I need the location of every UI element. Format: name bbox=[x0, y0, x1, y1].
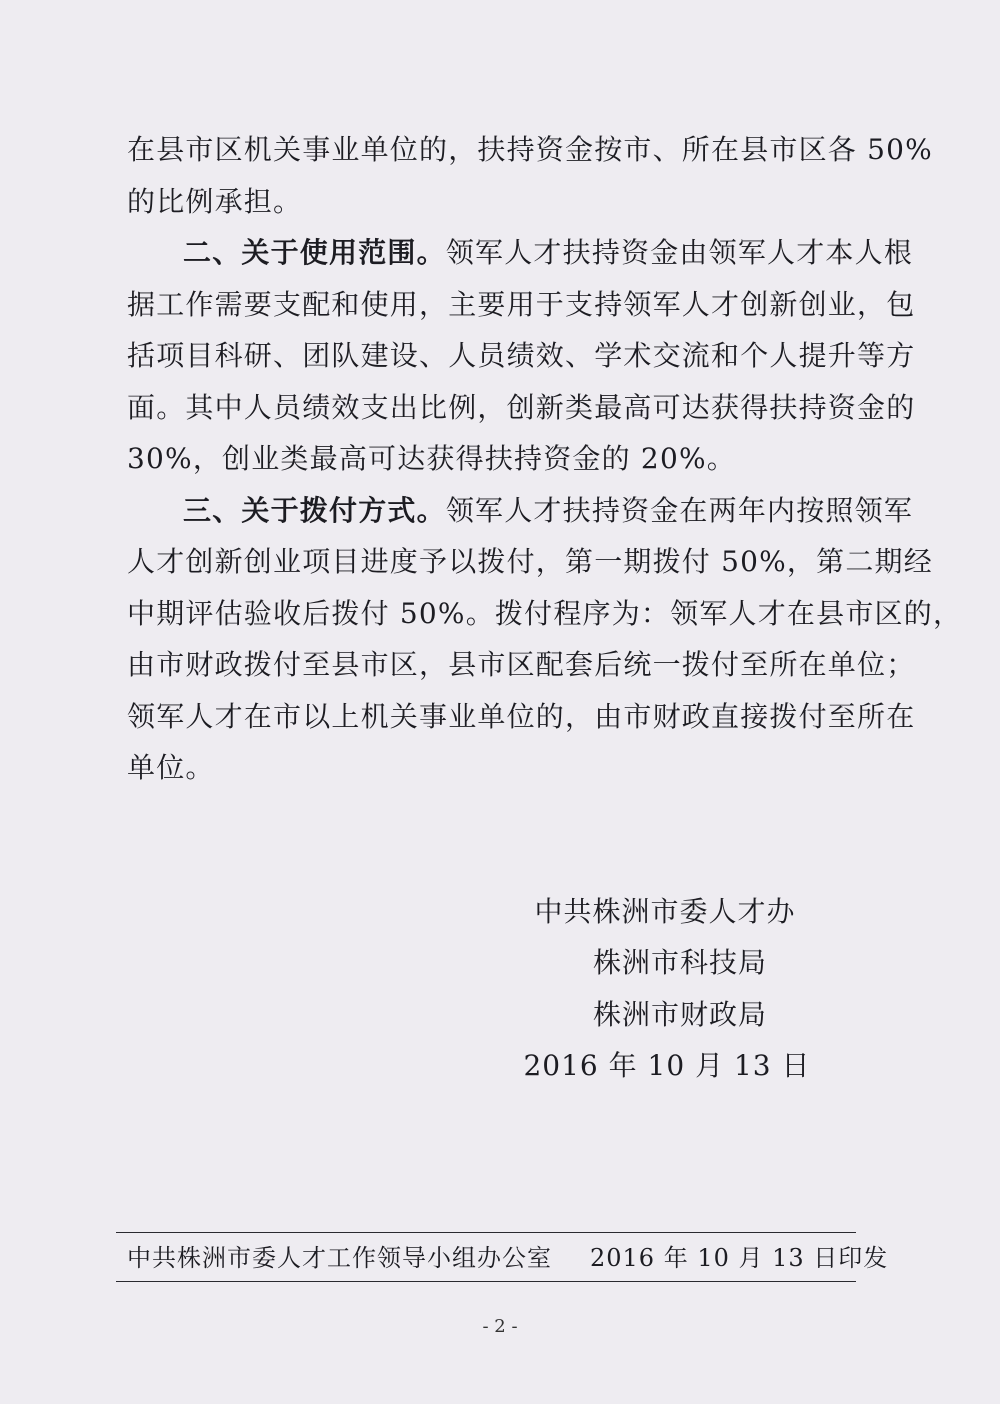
signature-science-bureau: 株洲市科技局 bbox=[592, 946, 767, 979]
signature-date: 2016 年 10 月 13 日 bbox=[523, 1049, 811, 1082]
section-2-first-line bbox=[183, 233, 914, 273]
section-3-line-2: 人才创新创业项目进度予以拨付，第一期拨付 50%，第二期经 bbox=[127, 545, 933, 578]
body-line-1: 在县市区机关事业单位的，扶持资金按市、所在县市区各 50% bbox=[127, 133, 933, 166]
body-line-2: 的比例承担。 bbox=[127, 185, 303, 218]
page-number: - 2 - bbox=[482, 1316, 518, 1337]
section-2-first-text: 领军人才扶持资金由领军人才本人根 bbox=[445, 236, 914, 269]
section-2-heading: 二、关于使用范围。 bbox=[183, 236, 446, 269]
signature-talent-office: 中共株洲市委人才办 bbox=[534, 895, 796, 928]
section-3-line-3: 中期评估验收后拨付 50%。拨付程序为：领军人才在县市区的， bbox=[127, 597, 963, 630]
section-3-line-5: 领军人才在市以上机关事业单位的，由市财政直接拨付至所在 bbox=[127, 700, 916, 733]
section-2-line-3: 括项目科研、团队建设、人员绩效、学术交流和个人提升等方 bbox=[127, 339, 916, 372]
footer-bottom-rule bbox=[116, 1281, 856, 1282]
section-2-line-5: 30%，创业类最高可达获得扶持资金的 20%。 bbox=[127, 442, 736, 475]
section-3-heading: 三、关于拨付方式。 bbox=[183, 494, 446, 527]
footer-top-rule bbox=[116, 1232, 856, 1233]
section-3-line-6: 单位。 bbox=[127, 751, 215, 784]
section-3-line-4: 由市财政拨付至县市区，县市区配套后统一拨付至所在单位； bbox=[127, 648, 916, 681]
section-2-line-2: 据工作需要支配和使用，主要用于支持领军人才创新创业，包 bbox=[127, 288, 916, 321]
section-2-line-4: 面。其中人员绩效支出比例，创新类最高可达获得扶持资金的 bbox=[127, 391, 916, 424]
section-3-first-line bbox=[183, 491, 914, 531]
section-3-first-text: 领军人才扶持资金在两年内按照领军 bbox=[445, 494, 914, 527]
footer-issuer: 中共株洲市委人才工作领导小组办公室 bbox=[127, 1244, 552, 1272]
signature-finance-bureau: 株洲市财政局 bbox=[592, 998, 767, 1031]
footer-issue-date: 2016 年 10 月 13 日印发 bbox=[590, 1244, 889, 1272]
